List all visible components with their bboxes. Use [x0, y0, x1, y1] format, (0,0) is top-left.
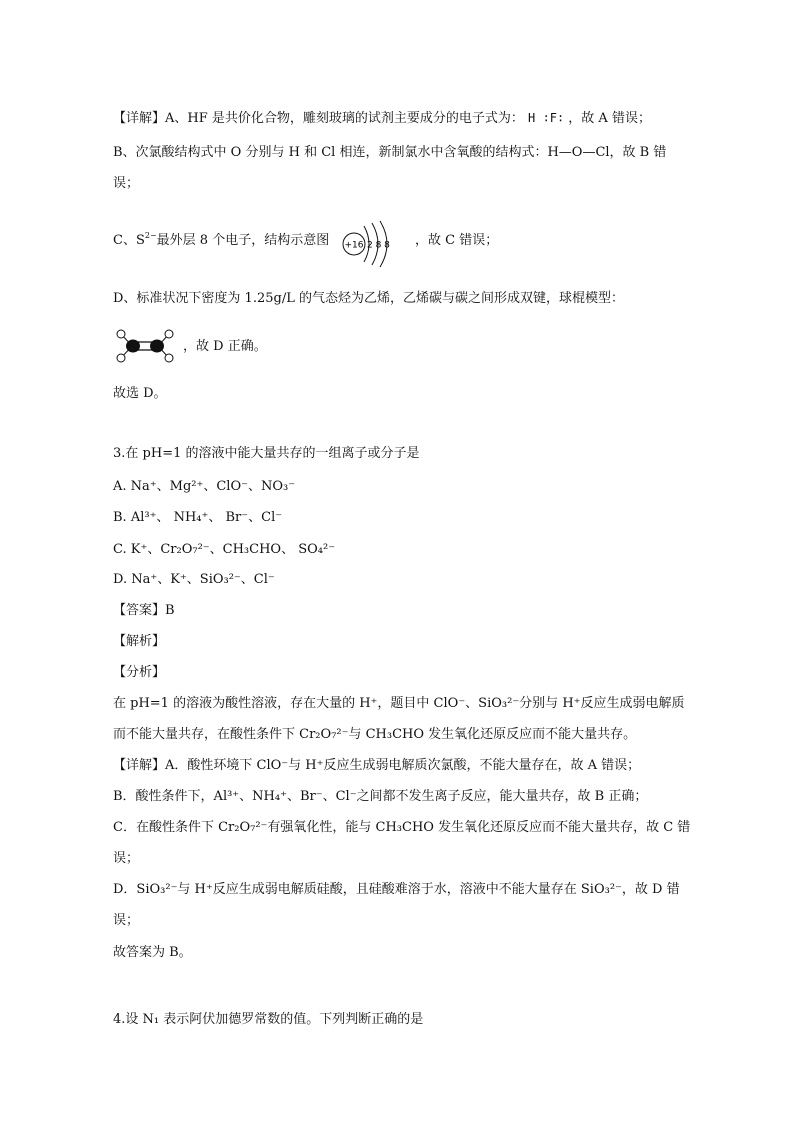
detail-b-line1: B、次氯酸结构式中 O 分别与 H 和 Cl 相连，新制氯水中含氧酸的结构式：H—O—Cl，故 B 错	[113, 145, 667, 160]
detail-d-suffix: ，故 D 正确。	[183, 339, 267, 354]
q3-answer: 【答案】B	[113, 603, 175, 618]
q3-analysis-line2: 而不能大量共存，在酸性条件下 Cr₂O₇²⁻与 CH₃CHO 发生氧化还原反应而不能大量共存。	[113, 727, 637, 742]
q3-detail-a: 【详解】A．酸性环境下 ClO⁻与 H⁺反应生成弱电解质次氯酸，不能大量存在，故 A 错误；	[113, 758, 641, 773]
q4-stem: 4.设 N₁ 表示阿伏加德罗常数的值。下列判断正确的是	[113, 1012, 424, 1027]
detail-c-line	[113, 231, 329, 251]
detail-c-prefix-rest: 最外层 8 个电子，结构示意图	[156, 233, 330, 248]
q3-analysis-line1: 在 pH=1 的溶液为酸性溶液，存在大量的 H⁺，题目中 ClO⁻、SiO₃²⁻分别与 H⁺反应生成弱电解质	[113, 696, 685, 711]
q3-detail-c2: 误；	[113, 851, 140, 866]
q3-option-c: C. K⁺、Cr₂O₇²⁻、CH₃CHO、 SO₄²⁻	[113, 542, 336, 557]
q3-detail-d2: 误；	[113, 913, 140, 928]
shell-electrons: 2 8 8	[367, 240, 390, 251]
detail-c-suffix: ，故 C 错误；	[415, 233, 499, 248]
q3-option-a: A. Na⁺、Mg²⁺、ClO⁻、NO₃⁻	[113, 479, 296, 494]
detail-c-prefix-s: C、S	[113, 233, 145, 248]
q2-conclusion: 故选 D。	[113, 386, 167, 401]
q3-jiexi-heading: 【解析】	[113, 634, 166, 649]
detail-a-suffix: ，故 A 错误；	[568, 111, 651, 126]
q3-fenxi-heading: 【分析】	[113, 665, 166, 680]
ethylene-ball-stick-model	[112, 326, 178, 370]
q3-detail-b: B．酸性条件下，Al³⁺、NH₄⁺、Br⁻、Cl⁻之间都不发生离子反应，能大量共存，故 B 正确；	[113, 789, 648, 804]
detail-b-line2: 误；	[113, 176, 140, 191]
hf-electron-formula: H ∶F∶	[528, 111, 565, 125]
q3-option-d: D. Na⁺、K⁺、SiO₃²⁻、Cl⁻	[113, 572, 275, 587]
q3-stem: 3.在 pH=1 的溶液中能大量共存的一组离子或分子是	[113, 446, 420, 461]
q3-detail-c1: C．在酸性条件下 Cr₂O₇²⁻有强氧化性，能与 CH₃CHO 发生氧化还原反应而不能大量共存，故 C 错	[113, 820, 691, 835]
q3-detail-d1: D．SiO₃²⁻与 H⁺反应生成弱电解质硅酸，且硅酸难溶于水，溶液中不能大量存在 SiO₃²⁻，故 D 错	[113, 882, 680, 897]
detail-a-prefix: 【详解】A、HF 是共价化合物，雕刻玻璃的试剂主要成分的电子式为：	[113, 111, 524, 126]
nucleus-label: +16	[344, 240, 364, 251]
detail-a-line	[113, 108, 651, 129]
sulfide-charge: 2−	[144, 231, 157, 240]
q3-conclusion: 故答案为 B。	[113, 945, 192, 960]
sulfide-structure-diagram	[340, 220, 412, 272]
detail-d-line1: D、标准状况下密度为 1.25g/L 的气态烃为乙烯，乙烯碳与碳之间形成双键，球棍模型：	[113, 291, 624, 306]
q3-option-b: B. Al³⁺、 NH₄⁺、 Br⁻、Cl⁻	[113, 510, 283, 525]
